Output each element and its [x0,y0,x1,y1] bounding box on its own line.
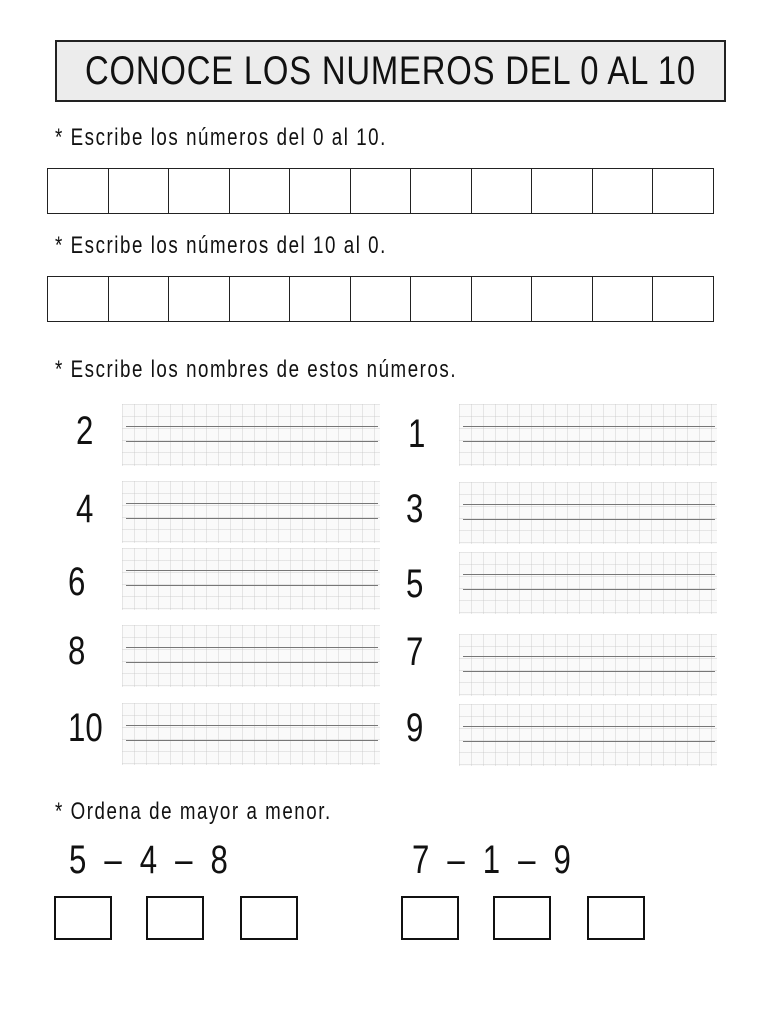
number-label: 7 [406,630,424,674]
writing-lines[interactable] [122,404,380,466]
number-label: 8 [68,629,86,673]
answer-cell[interactable] [169,277,230,321]
number-label: 9 [406,706,424,750]
writing-lines[interactable] [122,481,380,543]
writing-lines[interactable] [459,704,717,766]
writing-lines[interactable] [459,404,717,466]
answer-row-0-to-10 [47,168,714,214]
writing-lines[interactable] [122,548,380,610]
answer-cell[interactable] [351,169,412,213]
answer-cell[interactable] [472,169,533,213]
answer-cell[interactable] [169,169,230,213]
instruction-write-10-to-0: * Escribe los números del 10 al 0. [55,232,387,259]
writing-lines[interactable] [122,703,380,765]
writing-lines[interactable] [122,625,380,687]
writing-lines[interactable] [459,482,717,544]
number-label: 4 [76,487,94,531]
instruction-write-names: * Escribe los nombres de estos números. [55,356,458,383]
answer-cell[interactable] [230,169,291,213]
answer-cell[interactable] [109,277,170,321]
answer-cell[interactable] [532,277,593,321]
title-box [55,40,726,102]
writing-lines[interactable] [459,634,717,696]
answer-cell[interactable] [593,277,654,321]
answer-cell[interactable] [109,169,170,213]
number-label: 6 [68,560,86,604]
answer-cell[interactable] [351,277,412,321]
answer-cell[interactable] [653,277,713,321]
sequence-right: 7 – 1 – 9 [412,838,576,882]
answer-cell[interactable] [290,169,351,213]
sequence-left: 5 – 4 – 8 [69,838,233,882]
answer-row-10-to-0 [47,276,714,322]
instruction-order: * Ordena de mayor a menor. [55,798,332,825]
answer-cell[interactable] [230,277,291,321]
order-answer-box[interactable] [587,896,645,940]
answer-cell[interactable] [411,277,472,321]
page-title: CONOCE LOS NUMEROS DEL 0 AL 10 [85,48,696,93]
answer-cell[interactable] [411,169,472,213]
writing-lines[interactable] [459,552,717,614]
answer-cell[interactable] [48,169,109,213]
order-answer-box[interactable] [240,896,298,940]
answer-cell[interactable] [472,277,533,321]
instruction-write-0-to-10: * Escribe los números del 0 al 10. [55,124,387,151]
answer-cell[interactable] [593,169,654,213]
order-answer-box[interactable] [493,896,551,940]
order-answer-box[interactable] [146,896,204,940]
order-answer-box[interactable] [54,896,112,940]
answer-cell[interactable] [532,169,593,213]
answer-cell[interactable] [48,277,109,321]
number-label: 10 [68,706,103,750]
number-label: 3 [406,487,424,531]
number-label: 2 [76,409,94,453]
number-label: 1 [408,412,426,456]
answer-cell[interactable] [290,277,351,321]
order-answer-box[interactable] [401,896,459,940]
number-label: 5 [406,562,424,606]
answer-cell[interactable] [653,169,713,213]
